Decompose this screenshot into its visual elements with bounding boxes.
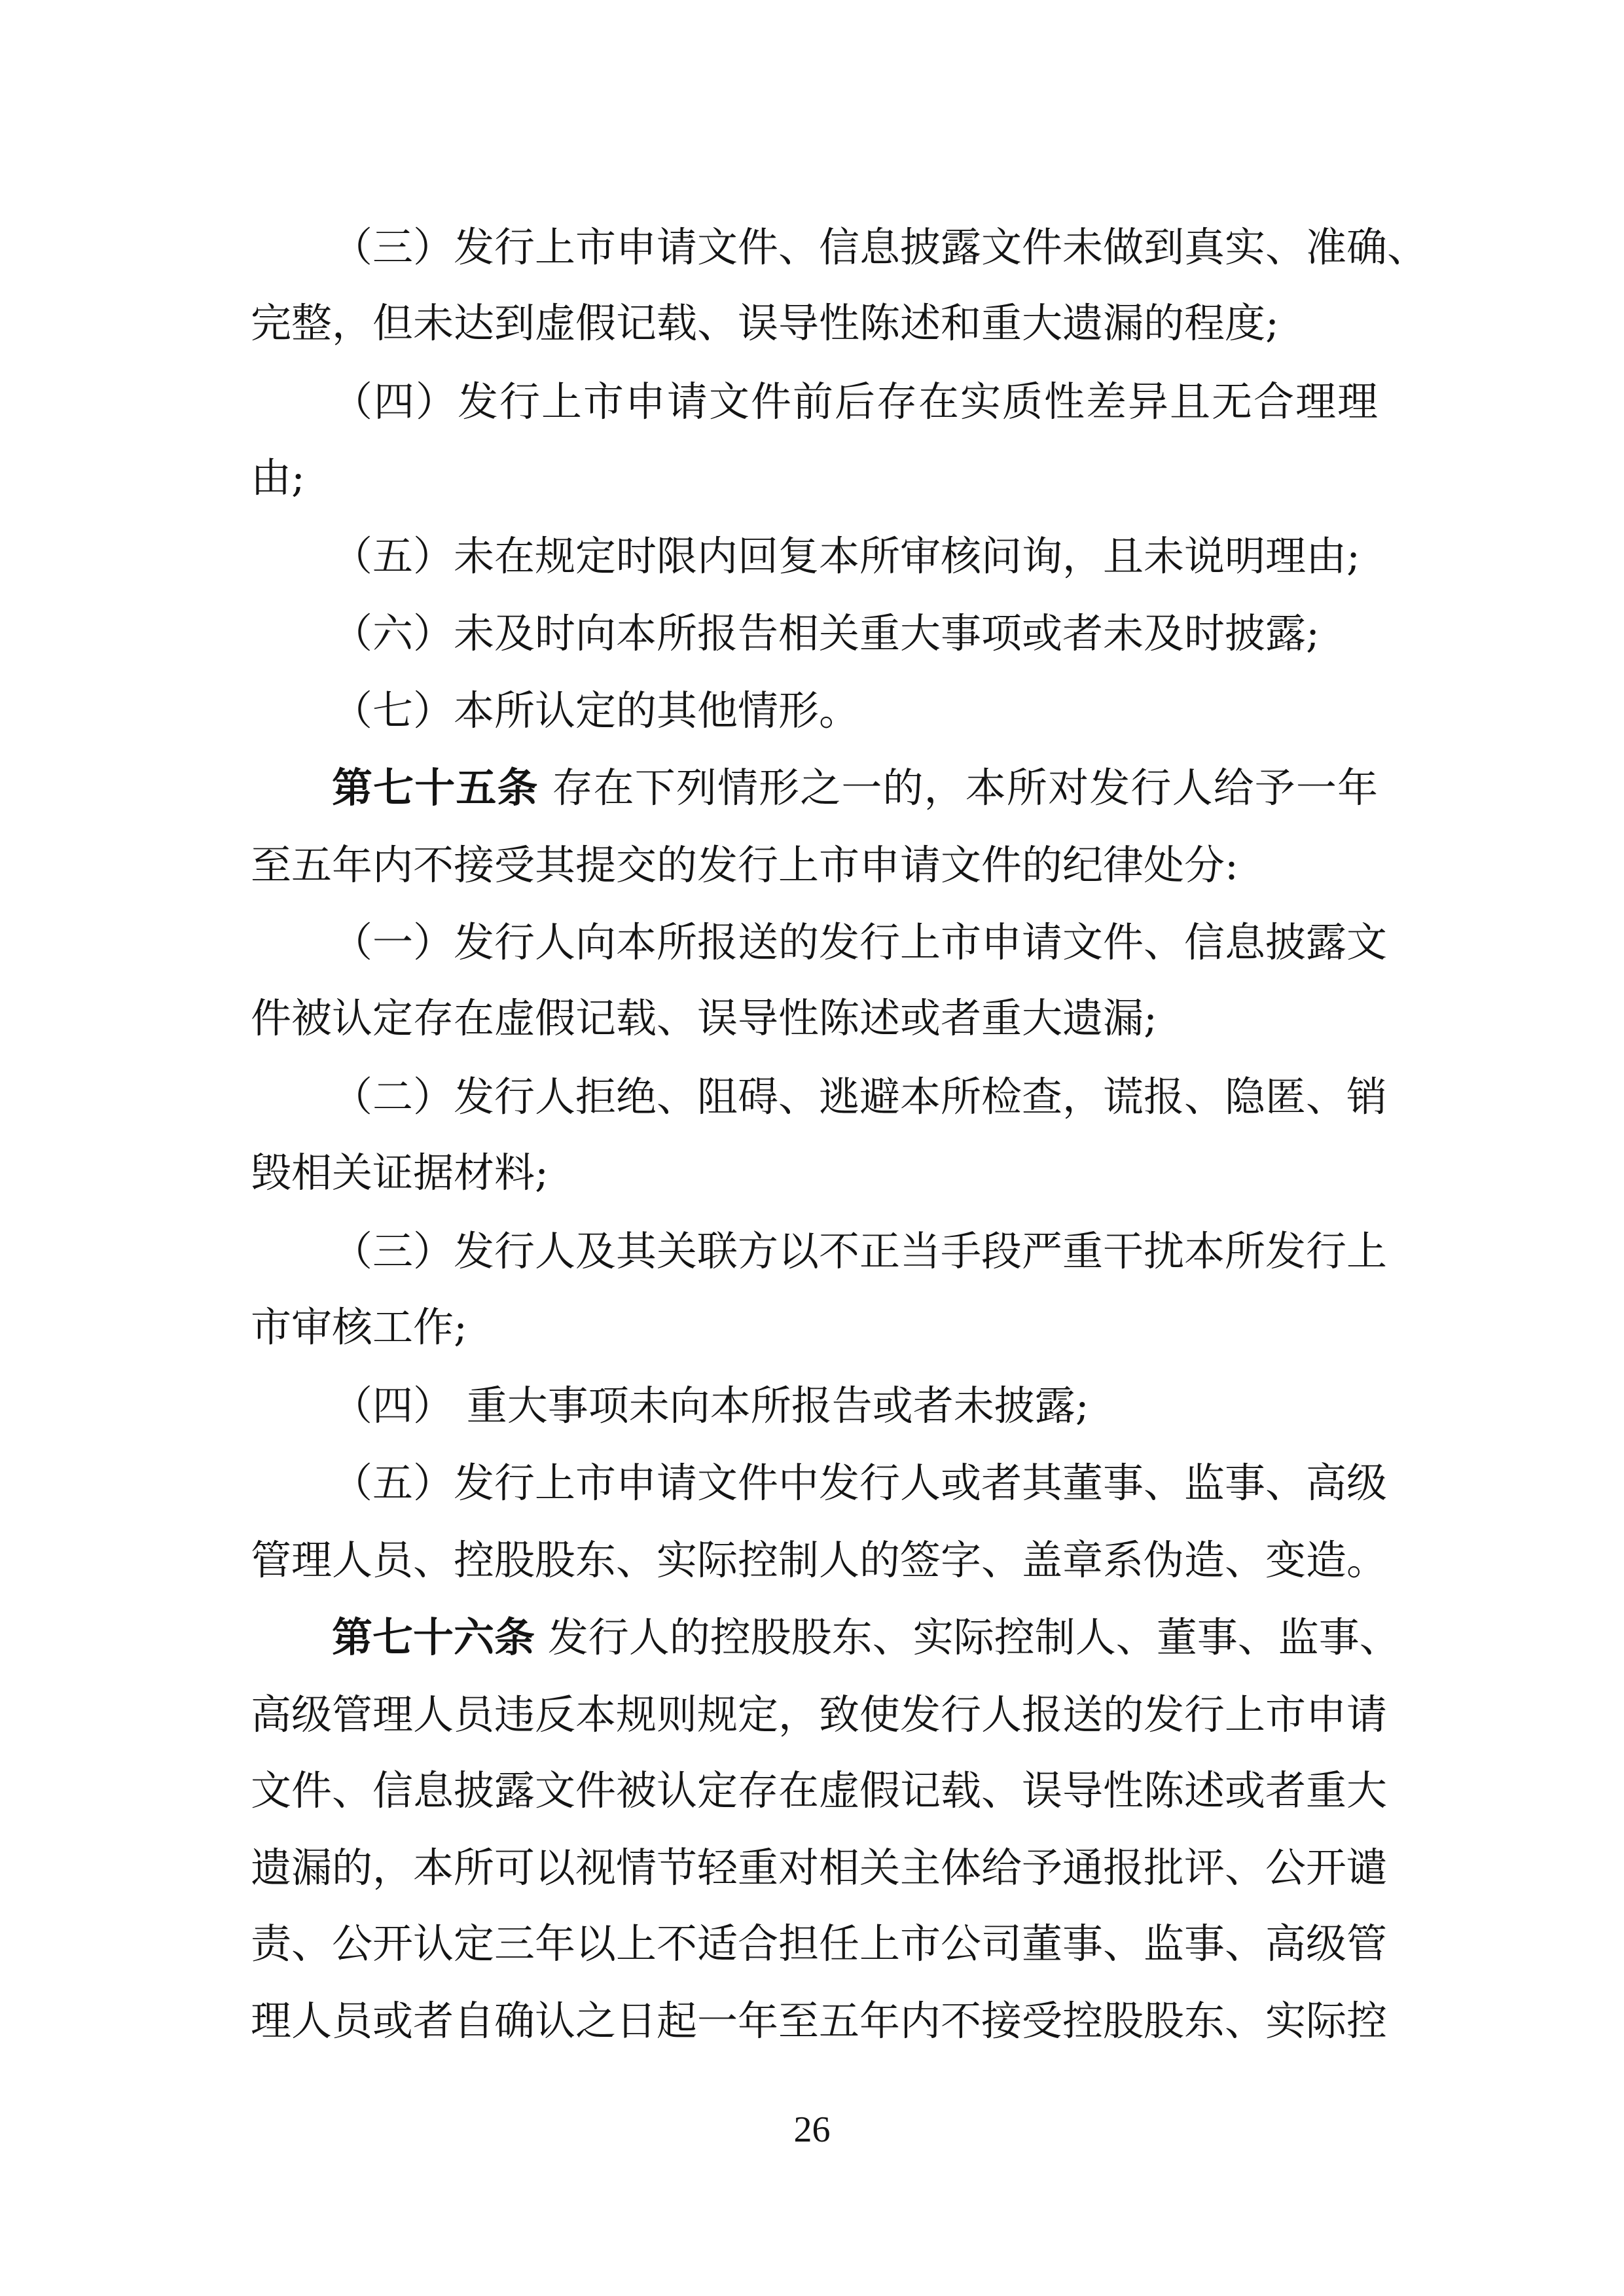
text-line	[251, 1982, 1388, 2060]
line-text: 由;	[251, 454, 305, 501]
text-line	[251, 1288, 1378, 1367]
text-line	[251, 594, 1378, 673]
text-line	[251, 517, 1378, 596]
text-line	[251, 208, 1428, 287]
line-text: （四） 重大事项未向本所报告或者未披露;	[332, 1382, 1089, 1429]
line-text: 发行人的控股股东、实际控制人、董事、监事、	[535, 1613, 1400, 1661]
text-line	[251, 672, 1378, 750]
line-text: （三）发行人及其关联方以不正当手段严重干扰本所发行上	[332, 1227, 1388, 1275]
line-text: （五）未在规定时限内回复本所审核问询，且未说明理由;	[332, 532, 1360, 580]
line-text: 责、公开认定三年以上不适合担任上市公司董事、监事、高级管	[251, 1920, 1388, 1967]
text-line	[251, 439, 1378, 517]
line-text: 市审核工作;	[251, 1303, 467, 1351]
text-line	[251, 1444, 1388, 1522]
line-text: （二）发行人拒绝、阻碍、逃避本所检查，谎报、隐匿、销	[332, 1073, 1388, 1121]
text-line	[251, 826, 1378, 905]
text-line	[251, 1905, 1388, 1983]
line-text: 件被认定存在虚假记载、误导性陈述或者重大遗漏;	[251, 994, 1157, 1042]
text-line	[251, 1367, 1378, 1445]
text-line	[251, 1521, 1388, 1600]
line-text: （六）未及时向本所报告相关重大事项或者未及时披露;	[332, 609, 1320, 657]
text-line	[251, 749, 1378, 827]
text-line	[251, 1598, 1400, 1677]
line-text: （一）发行人向本所报送的发行上市申请文件、信息披露文	[332, 918, 1388, 966]
text-line	[251, 363, 1378, 441]
text-line	[251, 979, 1378, 1058]
line-text: （五）发行上市申请文件中发行人或者其董事、监事、高级	[332, 1459, 1388, 1507]
text-line	[251, 1751, 1388, 1830]
line-text: 存在下列情形之一的，本所对发行人给予一年	[538, 764, 1378, 812]
line-text: 毁相关证据材料;	[251, 1149, 549, 1196]
line-text: （七）本所认定的其他情形。	[332, 687, 860, 734]
page-number: 26	[793, 2109, 831, 2150]
text-line	[251, 1676, 1388, 1754]
text-line	[251, 1134, 1378, 1212]
line-text: 遗漏的，本所可以视情节轻重对相关主体给予通报批评、公开谴	[251, 1844, 1388, 1892]
text-line	[251, 1058, 1388, 1136]
line-text: 完整，但未达到虚假记载、误导性陈述和重大遗漏的程度;	[251, 299, 1279, 347]
line-text: 理人员或者自确认之日起一年至五年内不接受控股股东、实际控	[251, 1997, 1388, 2045]
text-line	[251, 1212, 1388, 1291]
line-text: （三）发行上市申请文件、信息披露文件未做到真实、准确、	[332, 223, 1428, 271]
text-line	[251, 903, 1388, 982]
line-text: （四）发行上市申请文件前后存在实质性差异且无合理理	[332, 378, 1378, 425]
article-heading: 第七十五条	[332, 764, 539, 812]
line-text: 管理人员、控股股东、实际控制人的签字、盖章系伪造、变造。	[251, 1536, 1388, 1584]
line-text: 文件、信息披露文件被认定存在虚假记载、误导性陈述或者重大	[251, 1767, 1388, 1814]
line-text: 至五年内不接受其提交的发行上市申请文件的纪律处分:	[251, 841, 1238, 889]
article-heading: 第七十六条	[332, 1613, 535, 1661]
line-text: 高级管理人员违反本规则规定，致使发行人报送的发行上市申请	[251, 1691, 1388, 1738]
text-line	[251, 284, 1378, 363]
text-line	[251, 1829, 1388, 1907]
